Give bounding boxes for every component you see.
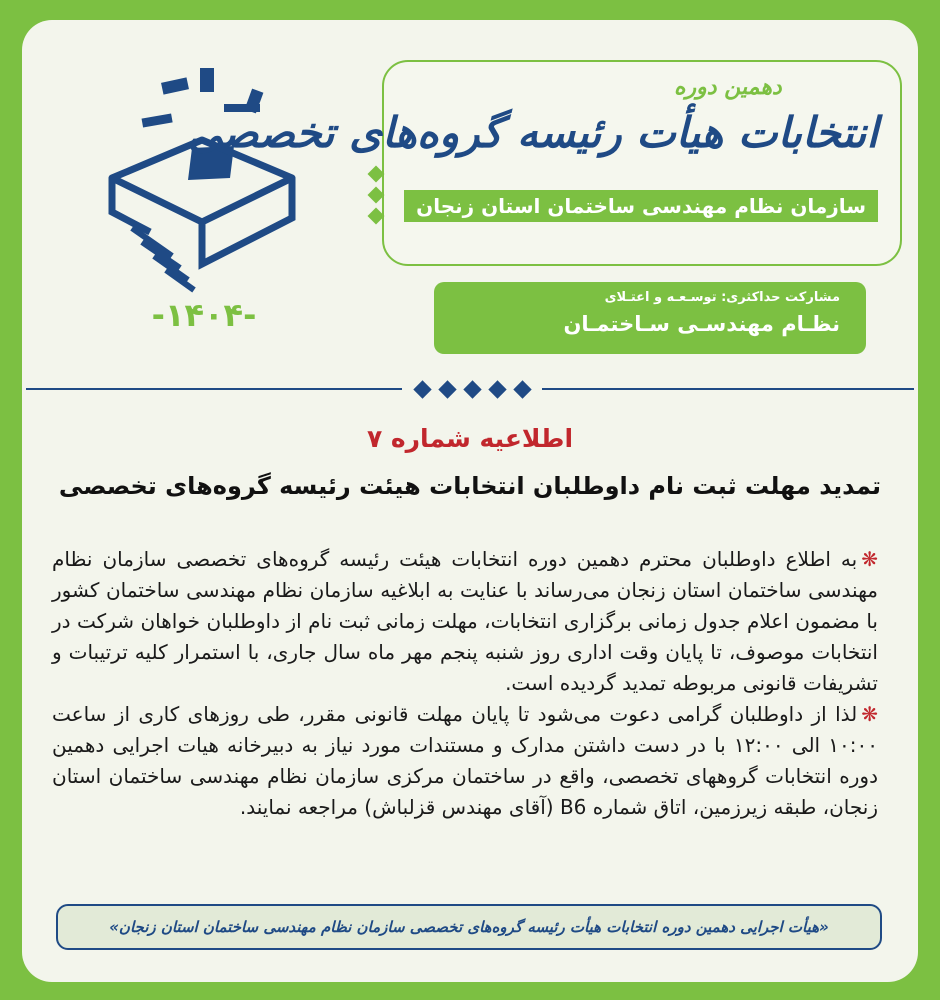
paragraph-2-text: لذا از داوطلبان گرامی دعوت می‌شود تا پایان مهلت قانونی مقرر، طی روزهای کاری از ساعت ۱۰:۰۰ الی ۱۲:۰۰ با در دست داشتن مدارک و مستندات مورد نیاز به دبیرخانه هیات اجرایی دهمین دوره انتخابات گروههای تخصصی، واقع در ساختمان مرکزی سازمان نظام مهندسی ساختمان استان زنجان، طبقه زیرزمین، اتاق شماره B6 (آقای مهندس قزلباش) مراجعه نمایند. [52,702,878,819]
diamond-icon [488,380,506,398]
slogan-box [434,282,866,354]
signature-box [56,904,882,950]
diamond-icon [368,208,385,225]
notice-subtitle: تمدید مهلت ثبت نام داوطلبان انتخابات هیئت رئیسه گروه‌های تخصصی [58,472,882,500]
slogan-line-1: مشارکت حداکثری: توسـعـه و اعتـلای [604,290,840,305]
organization-banner: سازمان نظام مهندسی ساختمان استان زنجان [404,190,878,222]
edition-label: دهمین دوره [674,74,782,100]
announcement-card [22,20,918,982]
paragraph-1-text: به اطلاع داوطلبان محترم دهمین دوره انتخابات هیئت رئیسه گروه‌های تخصصی سازمان نظام مهندسی ساختمان استان زنجان می‌رساند با عنایت به ابلاغیه سازمان نظام مهندسی ساختمان کشور با مضمون اعلام جدول زمانی برگزاری انتخابات، مهلت زمانی ثبت نام از داوطلبان خواهان شرکت در انتخابات موصوف، تا پایان وقت اداری روز شنبه پنجم مهر ماه سال جاری، با استمرار کلیه ترتیبات و تشریفات قانونی مربوطه تمدید گردیده است. [52,547,878,695]
slogan-line-2: نظـام مهندسـی سـاختمـان [563,312,840,336]
bullet-icon: ❋ [861,702,878,726]
year-label: -۱۴۰۴- [151,296,257,334]
notice-body [52,544,878,823]
election-title-box [187,60,902,266]
diamond-icon [368,187,385,204]
diamond-ornament-horizontal [402,378,542,400]
ballot-box-icon [102,60,302,300]
diamond-icon [368,166,385,183]
signature-text: «هیأت اجرایی دهمین دوره انتخابات هیأت رئیسه گروه‌های تخصصی سازمان نظام مهندسی ساختمان استان زنجان» [109,918,829,936]
bullet-icon: ❋ [861,547,878,571]
diamond-icon [463,380,481,398]
notice-number-title: اطلاعیه شماره ۷ [366,424,574,453]
main-title: انتخابات هیأت رئیسه گروه‌های تخصصی [187,108,878,157]
diamond-icon [413,380,431,398]
diamond-ornament-vertical [366,168,382,231]
diamond-icon [438,380,456,398]
diamond-icon [513,380,531,398]
paragraph-2 [52,699,878,823]
paragraph-1 [52,544,878,699]
